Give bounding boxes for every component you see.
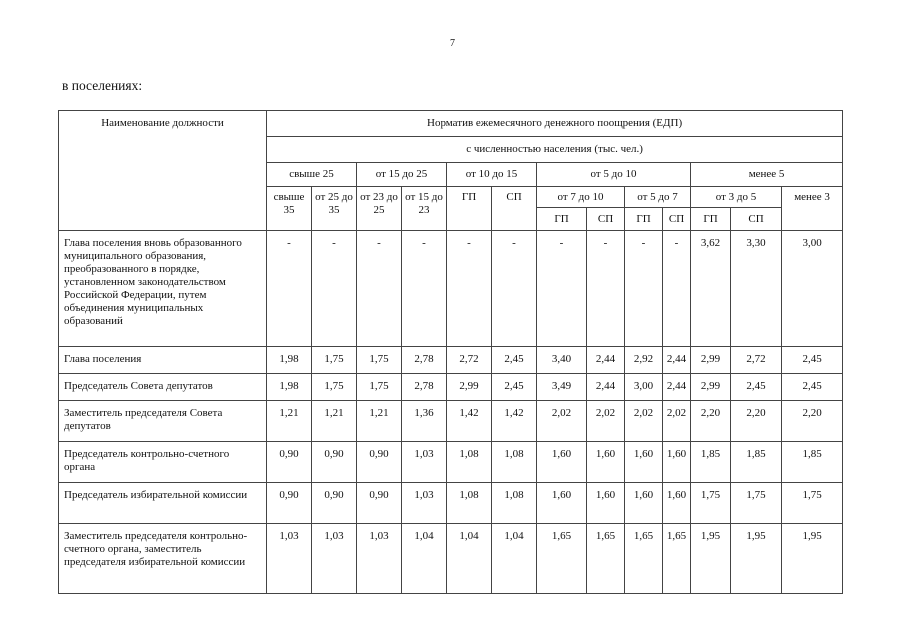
value-cell: 1,95 xyxy=(691,524,731,594)
table-row xyxy=(59,347,843,374)
value-cell: 2,45 xyxy=(731,374,782,401)
value-cell: 1,75 xyxy=(731,483,782,524)
value-cell: 1,04 xyxy=(492,524,537,594)
header-sp-5to7: СП xyxy=(663,208,691,231)
value-cell: 0,90 xyxy=(267,442,312,483)
value-cell: 2,78 xyxy=(402,374,447,401)
header-group-5to10: от 5 до 10 xyxy=(537,163,691,187)
position-name-cell: Заместитель председателя контрольно-счетного органа, заместитель председателя избирательной комиссии xyxy=(59,524,267,594)
page-number: 7 xyxy=(450,38,455,49)
value-cell: 2,02 xyxy=(587,401,625,442)
value-cell: 1,75 xyxy=(782,483,843,524)
value-cell: 1,85 xyxy=(731,442,782,483)
value-cell: 2,45 xyxy=(782,347,843,374)
value-cell: - xyxy=(492,231,537,347)
header-group-15to25: от 15 до 25 xyxy=(357,163,447,187)
value-cell: 1,08 xyxy=(492,442,537,483)
value-cell: 2,99 xyxy=(447,374,492,401)
value-cell: 1,60 xyxy=(625,442,663,483)
header-group-over25: свыше 25 xyxy=(267,163,357,187)
value-cell: 1,03 xyxy=(267,524,312,594)
table-row xyxy=(59,483,843,524)
value-cell: 1,85 xyxy=(782,442,843,483)
intro-text: в поселениях: xyxy=(62,78,143,93)
value-cell: 2,45 xyxy=(782,374,843,401)
header-gp-7to10: ГП xyxy=(537,208,587,231)
value-cell: 2,44 xyxy=(587,374,625,401)
value-cell: - xyxy=(447,231,492,347)
value-cell: 2,92 xyxy=(625,347,663,374)
value-cell: 2,72 xyxy=(447,347,492,374)
header-gp-5to7: ГП xyxy=(625,208,663,231)
value-cell: 1,60 xyxy=(537,442,587,483)
value-cell: 1,75 xyxy=(312,374,357,401)
value-cell: 1,95 xyxy=(731,524,782,594)
value-cell: 1,60 xyxy=(625,483,663,524)
value-cell: 1,60 xyxy=(663,442,691,483)
value-cell: 2,02 xyxy=(625,401,663,442)
value-cell: 0,90 xyxy=(357,483,402,524)
value-cell: 1,42 xyxy=(492,401,537,442)
position-name-cell: Председатель Совета депутатов xyxy=(59,374,267,401)
position-name-cell: Глава поселения xyxy=(59,347,267,374)
header-sub-15to23: от 15 до 23 xyxy=(402,187,447,231)
value-cell: - xyxy=(625,231,663,347)
header-norm-title: Норматив ежемесячного денежного поощрения (ЕДП) xyxy=(267,111,843,137)
value-cell: 3,00 xyxy=(782,231,843,347)
header-gp-3to5: ГП xyxy=(691,208,731,231)
table-row xyxy=(59,524,843,594)
header-sub-25to35: от 25 до 35 xyxy=(312,187,357,231)
value-cell: 0,90 xyxy=(357,442,402,483)
value-cell: 3,62 xyxy=(691,231,731,347)
value-cell: 1,21 xyxy=(267,401,312,442)
position-name-cell: Глава поселения вновь образованного муниципального образования, преобразованного в порядке, установленном законодательством Российской Федерации, путем объединения муниципальных образований xyxy=(59,231,267,347)
value-cell: 1,36 xyxy=(402,401,447,442)
table-row xyxy=(59,374,843,401)
norms-table xyxy=(58,110,843,594)
value-cell: 2,20 xyxy=(782,401,843,442)
value-cell: 2,02 xyxy=(537,401,587,442)
value-cell: 2,20 xyxy=(731,401,782,442)
value-cell: 1,98 xyxy=(267,347,312,374)
value-cell: 1,03 xyxy=(312,524,357,594)
value-cell: 2,44 xyxy=(663,347,691,374)
value-cell: 3,49 xyxy=(537,374,587,401)
header-group-10to15: от 10 до 15 xyxy=(447,163,537,187)
table-row xyxy=(59,442,843,483)
value-cell: 2,44 xyxy=(587,347,625,374)
value-cell: - xyxy=(587,231,625,347)
value-cell: 1,21 xyxy=(312,401,357,442)
header-sub-gp-10to15: ГП xyxy=(447,187,492,231)
value-cell: - xyxy=(267,231,312,347)
value-cell: - xyxy=(357,231,402,347)
header-group-less5: менее 5 xyxy=(691,163,843,187)
position-name-cell: Заместитель председателя Совета депутатов xyxy=(59,401,267,442)
value-cell: 1,08 xyxy=(447,442,492,483)
value-cell: 1,85 xyxy=(691,442,731,483)
value-cell: 1,95 xyxy=(782,524,843,594)
value-cell: 2,44 xyxy=(663,374,691,401)
value-cell: 2,45 xyxy=(492,347,537,374)
table-row xyxy=(59,401,843,442)
value-cell: 1,65 xyxy=(587,524,625,594)
value-cell: 3,40 xyxy=(537,347,587,374)
value-cell: 1,65 xyxy=(625,524,663,594)
value-cell: 1,08 xyxy=(447,483,492,524)
value-cell: - xyxy=(402,231,447,347)
header-sub-23to25: от 23 до 25 xyxy=(357,187,402,231)
value-cell: 2,20 xyxy=(691,401,731,442)
header-sub-sp-10to15: СП xyxy=(492,187,537,231)
header-sub-5to7: от 5 до 7 xyxy=(625,187,691,208)
value-cell: 3,30 xyxy=(731,231,782,347)
value-cell: - xyxy=(537,231,587,347)
value-cell: 1,03 xyxy=(357,524,402,594)
value-cell: 1,75 xyxy=(357,374,402,401)
value-cell: 1,60 xyxy=(537,483,587,524)
header-sub-7to10: от 7 до 10 xyxy=(537,187,625,208)
value-cell: 2,45 xyxy=(492,374,537,401)
header-population-caption: с численностью населения (тыс. чел.) xyxy=(267,137,843,163)
value-cell: 1,04 xyxy=(447,524,492,594)
value-cell: 1,60 xyxy=(663,483,691,524)
value-cell: 0,90 xyxy=(267,483,312,524)
value-cell: - xyxy=(312,231,357,347)
value-cell: 1,60 xyxy=(587,442,625,483)
header-sub-3to5: от 3 до 5 xyxy=(691,187,782,208)
value-cell: 0,90 xyxy=(312,483,357,524)
header-sub-less3: менее 3 xyxy=(782,187,843,231)
value-cell: 1,65 xyxy=(663,524,691,594)
header-sp-7to10: СП xyxy=(587,208,625,231)
value-cell: 1,03 xyxy=(402,483,447,524)
value-cell: 3,00 xyxy=(625,374,663,401)
value-cell: 1,75 xyxy=(691,483,731,524)
value-cell: 1,98 xyxy=(267,374,312,401)
value-cell: 2,02 xyxy=(663,401,691,442)
table-row xyxy=(59,231,843,347)
value-cell: 0,90 xyxy=(312,442,357,483)
value-cell: 1,75 xyxy=(357,347,402,374)
value-cell: 2,99 xyxy=(691,374,731,401)
value-cell: - xyxy=(663,231,691,347)
value-cell: 1,21 xyxy=(357,401,402,442)
value-cell: 1,08 xyxy=(492,483,537,524)
value-cell: 1,03 xyxy=(402,442,447,483)
value-cell: 1,60 xyxy=(587,483,625,524)
value-cell: 1,65 xyxy=(537,524,587,594)
position-name-cell: Председатель контрольно-счетного органа xyxy=(59,442,267,483)
value-cell: 1,42 xyxy=(447,401,492,442)
header-position-name: Наименование должности xyxy=(59,111,267,231)
value-cell: 1,04 xyxy=(402,524,447,594)
position-name-cell: Председатель избирательной комиссии xyxy=(59,483,267,524)
value-cell: 1,75 xyxy=(312,347,357,374)
value-cell: 2,78 xyxy=(402,347,447,374)
header-sub-over35: свыше 35 xyxy=(267,187,312,231)
value-cell: 2,72 xyxy=(731,347,782,374)
value-cell: 2,99 xyxy=(691,347,731,374)
header-sp-3to5: СП xyxy=(731,208,782,231)
